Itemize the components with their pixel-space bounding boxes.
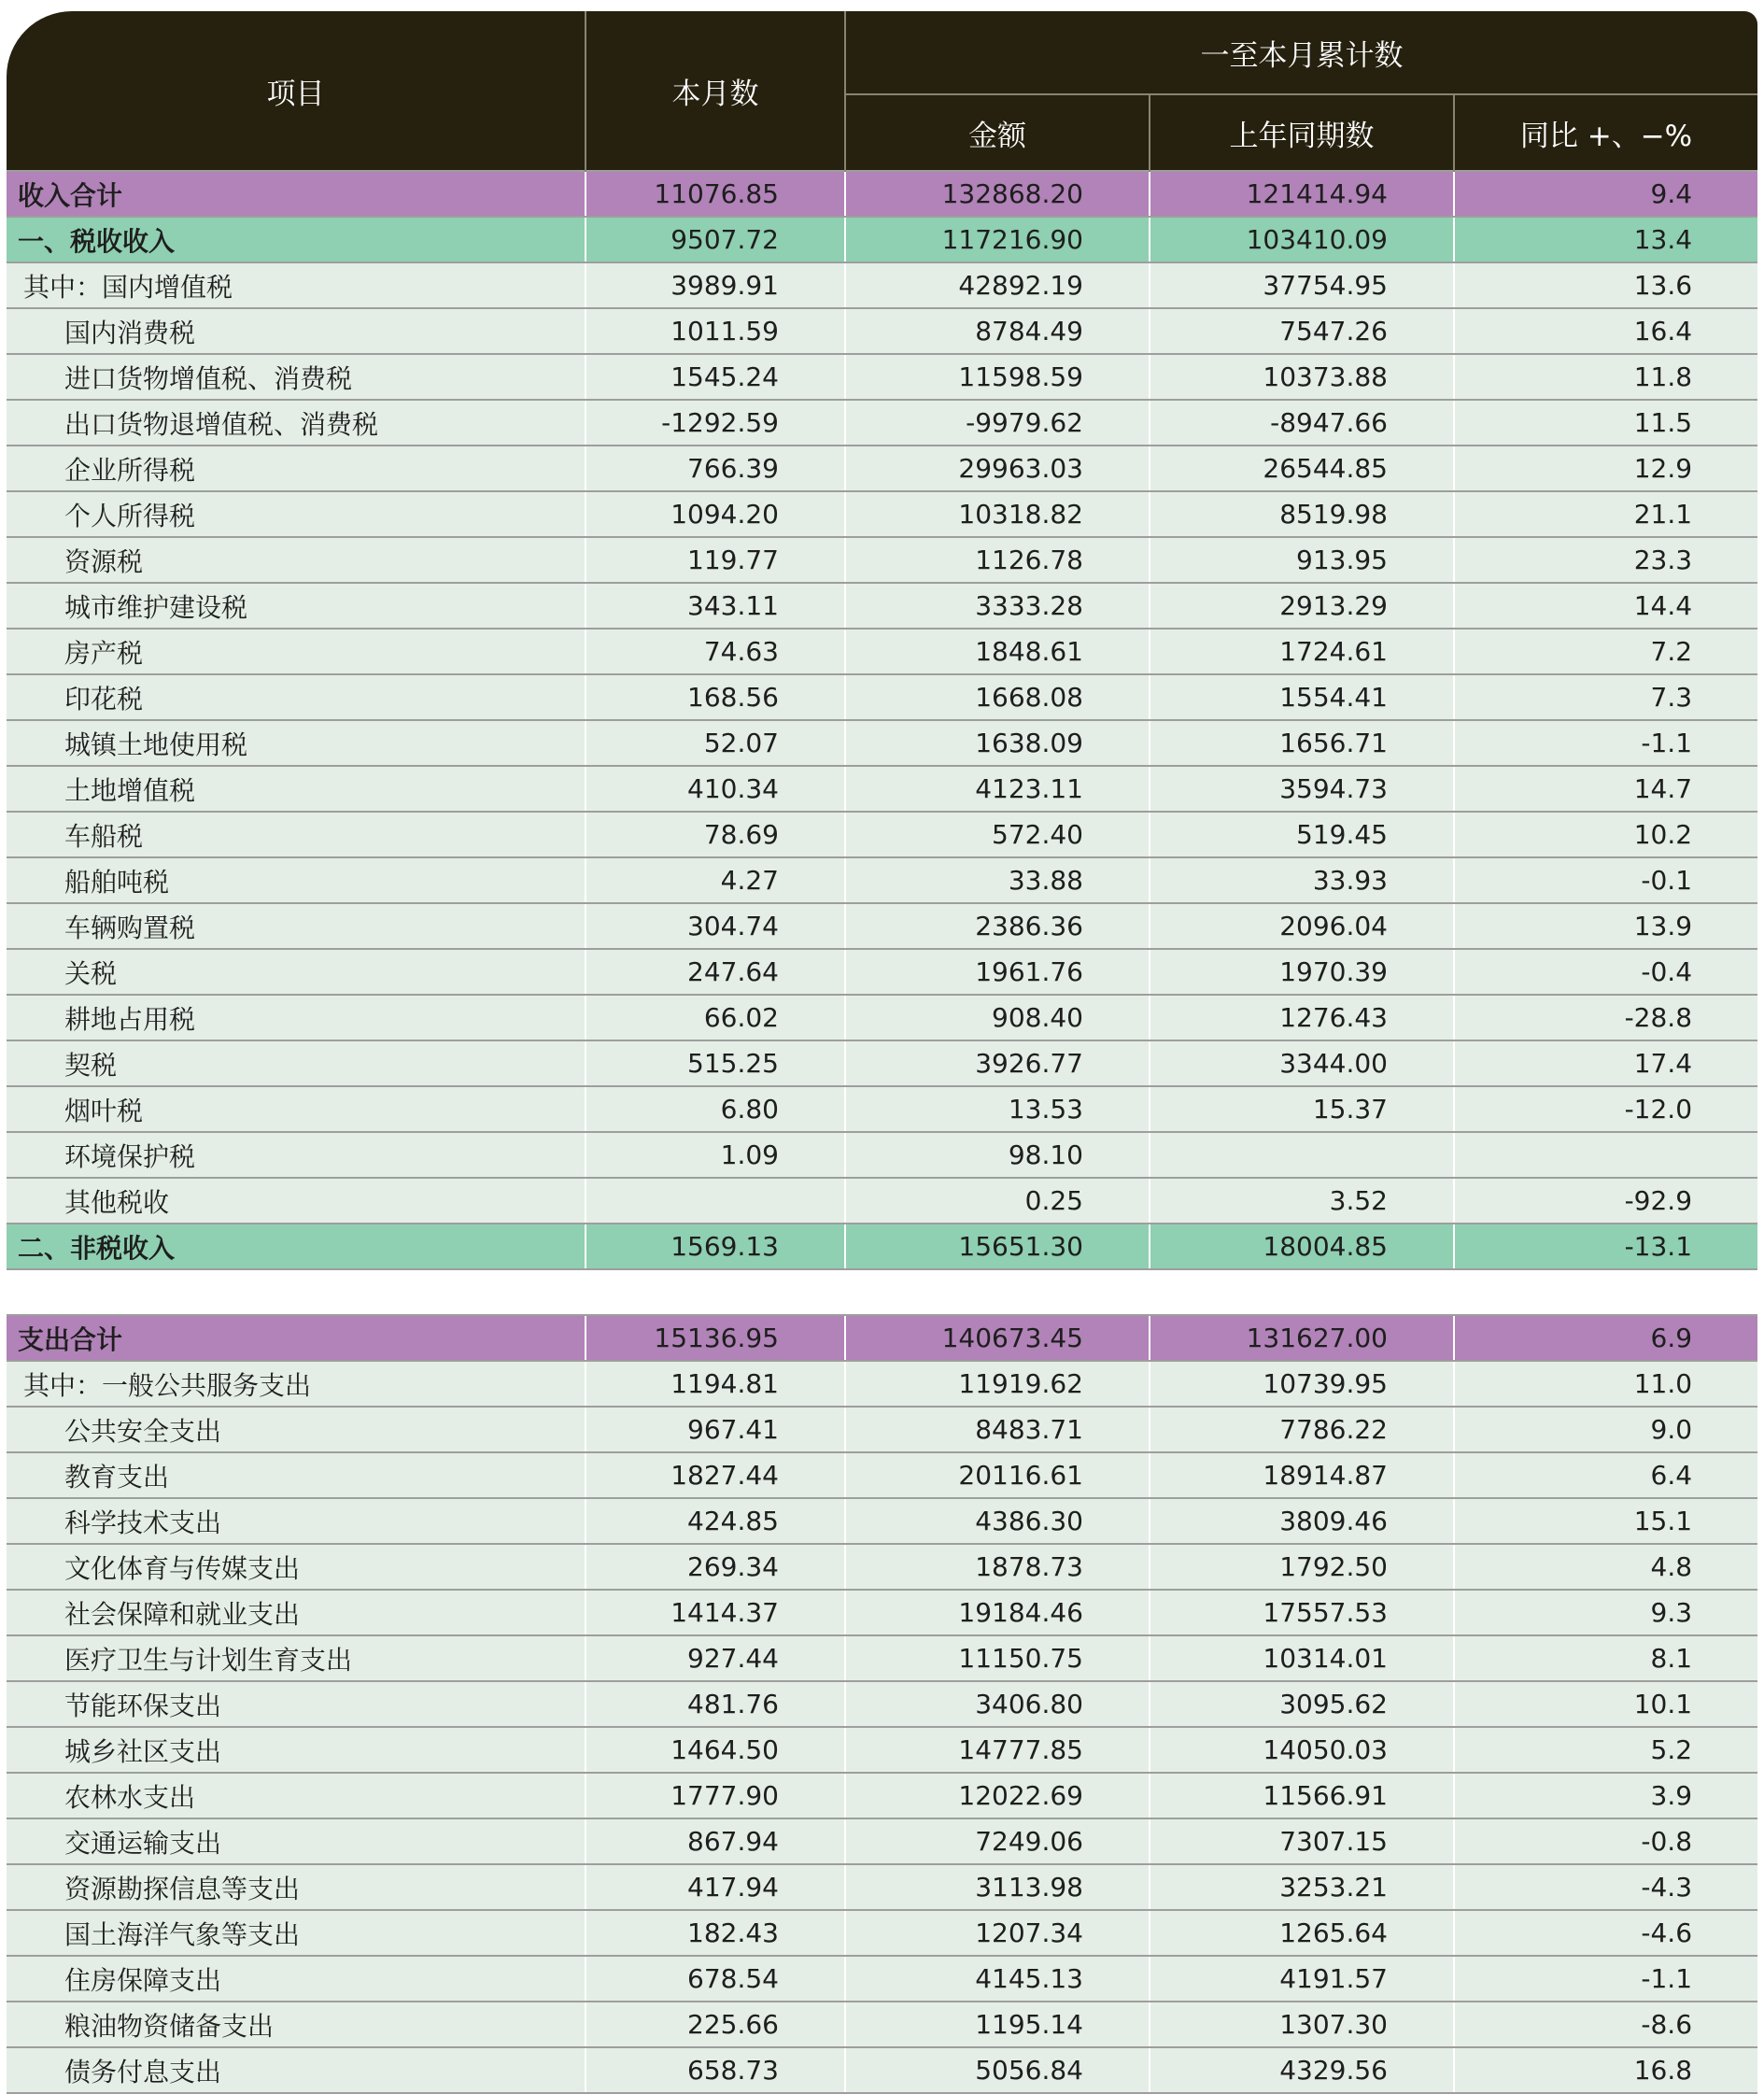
row-label: 关税 — [7, 949, 586, 995]
row-label: 烟叶税 — [7, 1086, 586, 1132]
cell-yoy: 15.1 — [1454, 1498, 1757, 1544]
cell-yoy: 9.0 — [1454, 1407, 1757, 1452]
table-row — [7, 1544, 1757, 1590]
table-row — [7, 1040, 1757, 1086]
cell-last-year: 4329.56 — [1150, 2047, 1454, 2093]
cell-amount: 3926.77 — [845, 1040, 1150, 1086]
cell-amount: 15651.30 — [845, 1224, 1150, 1269]
row-label: 进口货物增值税、消费税 — [7, 354, 586, 400]
table-body — [7, 171, 1757, 2093]
row-label: 企业所得税 — [7, 446, 586, 491]
row-label: 契税 — [7, 1040, 586, 1086]
table-row — [7, 1818, 1757, 1864]
row-label: 环境保护税 — [7, 1132, 586, 1178]
table-row — [7, 1361, 1757, 1407]
header-cumulative-group: 一至本月累计数 — [845, 11, 1757, 94]
cell-amount: -9979.62 — [845, 400, 1150, 446]
cell-last-year: 18004.85 — [1150, 1224, 1454, 1269]
table-row — [7, 1315, 1757, 1361]
cell-yoy: 11.0 — [1454, 1361, 1757, 1407]
cell-last-year: 17557.53 — [1150, 1590, 1454, 1635]
table-row — [7, 1407, 1757, 1452]
cell-amount: 42892.19 — [845, 262, 1150, 308]
table-row — [7, 1956, 1757, 2002]
table-row — [7, 491, 1757, 537]
cell-amount — [845, 1269, 1150, 1315]
cell-last-year: 3095.62 — [1150, 1681, 1454, 1727]
row-label: 粮油物资储备支出 — [7, 2002, 586, 2047]
cell-amount: 12022.69 — [845, 1773, 1150, 1818]
row-label: 医疗卫生与计划生育支出 — [7, 1635, 586, 1681]
cell-yoy: -4.3 — [1454, 1864, 1757, 1910]
row-label: 节能环保支出 — [7, 1681, 586, 1727]
cell-last-year — [1150, 1269, 1454, 1315]
table-row — [7, 1086, 1757, 1132]
table-row — [7, 1727, 1757, 1773]
cell-amount: 33.88 — [845, 857, 1150, 903]
row-label: 国内消费税 — [7, 308, 586, 354]
table-row — [7, 171, 1757, 217]
cell-last-year: 1656.71 — [1150, 720, 1454, 766]
cell-yoy: 4.8 — [1454, 1544, 1757, 1590]
cell-this-month: 78.69 — [586, 812, 845, 857]
table-row — [7, 1498, 1757, 1544]
cell-this-month: 168.56 — [586, 674, 845, 720]
cell-amount: 13.53 — [845, 1086, 1150, 1132]
table-row — [7, 1452, 1757, 1498]
cell-yoy: 13.6 — [1454, 262, 1757, 308]
cell-last-year: 1792.50 — [1150, 1544, 1454, 1590]
cell-amount: 908.40 — [845, 995, 1150, 1040]
cell-this-month: 424.85 — [586, 1498, 845, 1544]
cell-this-month: 182.43 — [586, 1910, 845, 1956]
table-row — [7, 629, 1757, 674]
cell-amount: 11598.59 — [845, 354, 1150, 400]
fiscal-table-sheet — [7, 11, 1757, 2094]
cell-this-month: 74.63 — [586, 629, 845, 674]
cell-yoy: 8.1 — [1454, 1635, 1757, 1681]
cell-yoy: 16.8 — [1454, 2047, 1757, 2093]
row-label: 其中：国内增值税 — [7, 262, 586, 308]
cell-this-month: 1414.37 — [586, 1590, 845, 1635]
cell-this-month: 658.73 — [586, 2047, 845, 2093]
cell-amount: 3113.98 — [845, 1864, 1150, 1910]
cell-yoy: -4.6 — [1454, 1910, 1757, 1956]
cell-amount: 11150.75 — [845, 1635, 1150, 1681]
cell-last-year: 33.93 — [1150, 857, 1454, 903]
cell-yoy: -13.1 — [1454, 1224, 1757, 1269]
cell-last-year: 3809.46 — [1150, 1498, 1454, 1544]
cell-this-month: 3989.91 — [586, 262, 845, 308]
table-row — [7, 1178, 1757, 1224]
row-label: 支出合计 — [7, 1315, 586, 1361]
header-item: 项目 — [7, 11, 586, 171]
cell-last-year: 1554.41 — [1150, 674, 1454, 720]
row-label: 城市维护建设税 — [7, 583, 586, 629]
cell-yoy: -28.8 — [1454, 995, 1757, 1040]
table-row — [7, 1773, 1757, 1818]
cell-amount: 1961.76 — [845, 949, 1150, 995]
row-label: 房产税 — [7, 629, 586, 674]
cell-last-year: 11566.91 — [1150, 1773, 1454, 1818]
table-row — [7, 1910, 1757, 1956]
cell-last-year: 913.95 — [1150, 537, 1454, 583]
table-row — [7, 583, 1757, 629]
table-row — [7, 949, 1757, 995]
table-row — [7, 720, 1757, 766]
cell-this-month: 1464.50 — [586, 1727, 845, 1773]
cell-yoy: 6.4 — [1454, 1452, 1757, 1498]
row-label: 一、税收收入 — [7, 217, 586, 262]
cell-amount: 19184.46 — [845, 1590, 1150, 1635]
cell-last-year: 103410.09 — [1150, 217, 1454, 262]
cell-last-year: 37754.95 — [1150, 262, 1454, 308]
cell-this-month: 4.27 — [586, 857, 845, 903]
cell-this-month: 66.02 — [586, 995, 845, 1040]
header-yoy: 同比 +、−% — [1454, 94, 1757, 171]
cell-yoy: -0.4 — [1454, 949, 1757, 995]
cell-yoy: 10.2 — [1454, 812, 1757, 857]
row-label: 住房保障支出 — [7, 1956, 586, 2002]
cell-last-year — [1150, 1132, 1454, 1178]
cell-yoy: 7.3 — [1454, 674, 1757, 720]
cell-this-month: 1827.44 — [586, 1452, 845, 1498]
cell-amount: 7249.06 — [845, 1818, 1150, 1864]
cell-last-year: 1307.30 — [1150, 2002, 1454, 2047]
cell-yoy: 5.2 — [1454, 1727, 1757, 1773]
cell-last-year: 1724.61 — [1150, 629, 1454, 674]
row-label: 车船税 — [7, 812, 586, 857]
cell-amount: 4123.11 — [845, 766, 1150, 812]
row-label: 文化体育与传媒支出 — [7, 1544, 586, 1590]
cell-amount: 132868.20 — [845, 171, 1150, 217]
cell-this-month — [586, 1269, 845, 1315]
table-row — [7, 857, 1757, 903]
table-row — [7, 1132, 1757, 1178]
table-row — [7, 262, 1757, 308]
table-row — [7, 1635, 1757, 1681]
cell-last-year: 10314.01 — [1150, 1635, 1454, 1681]
table-row — [7, 674, 1757, 720]
table-row — [7, 446, 1757, 491]
row-label: 印花税 — [7, 674, 586, 720]
cell-this-month: 9507.72 — [586, 217, 845, 262]
cell-this-month: 766.39 — [586, 446, 845, 491]
cell-this-month: 1094.20 — [586, 491, 845, 537]
cell-last-year: 4191.57 — [1150, 1956, 1454, 2002]
row-label: 交通运输支出 — [7, 1818, 586, 1864]
row-label — [7, 1269, 586, 1315]
cell-amount: 10318.82 — [845, 491, 1150, 537]
table-row — [7, 1681, 1757, 1727]
row-label: 耕地占用税 — [7, 995, 586, 1040]
cell-amount: 1207.34 — [845, 1910, 1150, 1956]
header-amount: 金额 — [845, 94, 1150, 171]
cell-yoy: -1.1 — [1454, 720, 1757, 766]
cell-amount: 5056.84 — [845, 2047, 1150, 2093]
cell-this-month: 1777.90 — [586, 1773, 845, 1818]
cell-amount: 29963.03 — [845, 446, 1150, 491]
cell-this-month: 343.11 — [586, 583, 845, 629]
header-last-year: 上年同期数 — [1150, 94, 1454, 171]
cell-last-year: 8519.98 — [1150, 491, 1454, 537]
table-row — [7, 217, 1757, 262]
cell-amount: 1195.14 — [845, 2002, 1150, 2047]
cell-last-year: 26544.85 — [1150, 446, 1454, 491]
cell-last-year: 3.52 — [1150, 1178, 1454, 1224]
cell-this-month: 225.66 — [586, 2002, 845, 2047]
cell-last-year: 2913.29 — [1150, 583, 1454, 629]
cell-last-year: 7547.26 — [1150, 308, 1454, 354]
cell-amount: 14777.85 — [845, 1727, 1150, 1773]
cell-last-year: 7786.22 — [1150, 1407, 1454, 1452]
cell-yoy — [1454, 1269, 1757, 1315]
cell-yoy: 14.4 — [1454, 583, 1757, 629]
cell-yoy: 16.4 — [1454, 308, 1757, 354]
cell-this-month — [586, 1178, 845, 1224]
cell-yoy — [1454, 1132, 1757, 1178]
row-label: 农林水支出 — [7, 1773, 586, 1818]
row-label: 债务付息支出 — [7, 2047, 586, 2093]
cell-yoy: 11.5 — [1454, 400, 1757, 446]
cell-this-month: 15136.95 — [586, 1315, 845, 1361]
cell-amount: 4145.13 — [845, 1956, 1150, 2002]
cell-last-year: 15.37 — [1150, 1086, 1454, 1132]
cell-this-month: 1545.24 — [586, 354, 845, 400]
table-row — [7, 2002, 1757, 2047]
table-row — [7, 1864, 1757, 1910]
cell-this-month: 119.77 — [586, 537, 845, 583]
cell-last-year: -8947.66 — [1150, 400, 1454, 446]
cell-this-month: 269.34 — [586, 1544, 845, 1590]
table-row — [7, 308, 1757, 354]
table-header — [7, 11, 1757, 171]
table-row — [7, 903, 1757, 949]
table-row — [7, 400, 1757, 446]
row-label: 车辆购置税 — [7, 903, 586, 949]
cell-this-month: 417.94 — [586, 1864, 845, 1910]
cell-amount: 1848.61 — [845, 629, 1150, 674]
cell-this-month: 304.74 — [586, 903, 845, 949]
cell-amount: 8784.49 — [845, 308, 1150, 354]
cell-last-year: 10739.95 — [1150, 1361, 1454, 1407]
cell-yoy: 13.9 — [1454, 903, 1757, 949]
cell-amount: 140673.45 — [845, 1315, 1150, 1361]
cell-yoy: 7.2 — [1454, 629, 1757, 674]
row-label: 船舶吨税 — [7, 857, 586, 903]
cell-yoy: 10.1 — [1454, 1681, 1757, 1727]
cell-yoy: 6.9 — [1454, 1315, 1757, 1361]
table-row — [7, 537, 1757, 583]
row-label: 社会保障和就业支出 — [7, 1590, 586, 1635]
row-label: 土地增值税 — [7, 766, 586, 812]
row-label: 其他税收 — [7, 1178, 586, 1224]
cell-amount: 98.10 — [845, 1132, 1150, 1178]
cell-this-month: 1011.59 — [586, 308, 845, 354]
row-label: 收入合计 — [7, 171, 586, 217]
row-label: 个人所得税 — [7, 491, 586, 537]
cell-amount: 8483.71 — [845, 1407, 1150, 1452]
fiscal-table — [7, 11, 1757, 2094]
cell-yoy: -12.0 — [1454, 1086, 1757, 1132]
cell-amount: 1668.08 — [845, 674, 1150, 720]
cell-last-year: 14050.03 — [1150, 1727, 1454, 1773]
row-label: 国土海洋气象等支出 — [7, 1910, 586, 1956]
header-this-month: 本月数 — [586, 11, 845, 171]
cell-amount: 3333.28 — [845, 583, 1150, 629]
cell-amount: 1878.73 — [845, 1544, 1150, 1590]
cell-this-month: 927.44 — [586, 1635, 845, 1681]
cell-amount: 117216.90 — [845, 217, 1150, 262]
table-row — [7, 766, 1757, 812]
cell-yoy: 21.1 — [1454, 491, 1757, 537]
table-row — [7, 812, 1757, 857]
row-label: 科学技术支出 — [7, 1498, 586, 1544]
table-row — [7, 1590, 1757, 1635]
cell-yoy: 14.7 — [1454, 766, 1757, 812]
cell-amount: 1638.09 — [845, 720, 1150, 766]
cell-yoy: 9.3 — [1454, 1590, 1757, 1635]
cell-this-month: 1.09 — [586, 1132, 845, 1178]
row-label: 城乡社区支出 — [7, 1727, 586, 1773]
cell-yoy: -0.1 — [1454, 857, 1757, 903]
row-label: 教育支出 — [7, 1452, 586, 1498]
row-label: 二、非税收入 — [7, 1224, 586, 1269]
row-label: 出口货物退增值税、消费税 — [7, 400, 586, 446]
cell-last-year: 121414.94 — [1150, 171, 1454, 217]
cell-this-month: 678.54 — [586, 1956, 845, 2002]
cell-this-month: 515.25 — [586, 1040, 845, 1086]
row-label: 公共安全支出 — [7, 1407, 586, 1452]
cell-yoy: -92.9 — [1454, 1178, 1757, 1224]
cell-last-year: 3253.21 — [1150, 1864, 1454, 1910]
cell-last-year: 2096.04 — [1150, 903, 1454, 949]
cell-this-month: 867.94 — [586, 1818, 845, 1864]
row-label: 资源税 — [7, 537, 586, 583]
cell-last-year: 519.45 — [1150, 812, 1454, 857]
table-row — [7, 995, 1757, 1040]
cell-yoy: -8.6 — [1454, 2002, 1757, 2047]
cell-yoy: 11.8 — [1454, 354, 1757, 400]
cell-last-year: 131627.00 — [1150, 1315, 1454, 1361]
cell-yoy: 23.3 — [1454, 537, 1757, 583]
cell-yoy: 13.4 — [1454, 217, 1757, 262]
cell-this-month: 52.07 — [586, 720, 845, 766]
cell-amount: 11919.62 — [845, 1361, 1150, 1407]
cell-this-month: 481.76 — [586, 1681, 845, 1727]
table-row — [7, 1224, 1757, 1269]
cell-this-month: 967.41 — [586, 1407, 845, 1452]
cell-last-year: 1970.39 — [1150, 949, 1454, 995]
cell-last-year: 10373.88 — [1150, 354, 1454, 400]
cell-this-month: 6.80 — [586, 1086, 845, 1132]
cell-yoy: 17.4 — [1454, 1040, 1757, 1086]
cell-amount: 1126.78 — [845, 537, 1150, 583]
cell-amount: 2386.36 — [845, 903, 1150, 949]
row-label: 其中：一般公共服务支出 — [7, 1361, 586, 1407]
row-label: 城镇土地使用税 — [7, 720, 586, 766]
cell-last-year: 7307.15 — [1150, 1818, 1454, 1864]
table-row — [7, 1269, 1757, 1315]
cell-this-month: 1569.13 — [586, 1224, 845, 1269]
table-row — [7, 354, 1757, 400]
cell-yoy: -0.8 — [1454, 1818, 1757, 1864]
cell-yoy: 12.9 — [1454, 446, 1757, 491]
cell-last-year: 3594.73 — [1150, 766, 1454, 812]
table-row — [7, 2047, 1757, 2093]
cell-this-month: 1194.81 — [586, 1361, 845, 1407]
cell-amount: 4386.30 — [845, 1498, 1150, 1544]
cell-yoy: 3.9 — [1454, 1773, 1757, 1818]
cell-this-month: 410.34 — [586, 766, 845, 812]
cell-amount: 3406.80 — [845, 1681, 1150, 1727]
cell-last-year: 3344.00 — [1150, 1040, 1454, 1086]
cell-amount: 0.25 — [845, 1178, 1150, 1224]
cell-amount: 572.40 — [845, 812, 1150, 857]
cell-this-month: -1292.59 — [586, 400, 845, 446]
row-label: 资源勘探信息等支出 — [7, 1864, 586, 1910]
cell-yoy: 9.4 — [1454, 171, 1757, 217]
cell-last-year: 1276.43 — [1150, 995, 1454, 1040]
cell-yoy: -1.1 — [1454, 1956, 1757, 2002]
cell-this-month: 247.64 — [586, 949, 845, 995]
cell-last-year: 18914.87 — [1150, 1452, 1454, 1498]
cell-last-year: 1265.64 — [1150, 1910, 1454, 1956]
cell-amount: 20116.61 — [845, 1452, 1150, 1498]
cell-this-month: 11076.85 — [586, 171, 845, 217]
